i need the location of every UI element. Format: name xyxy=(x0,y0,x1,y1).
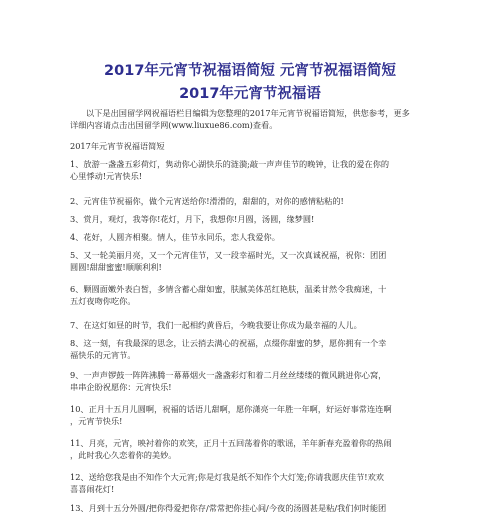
intro-line: 以下是出国留学网祝福语栏目编辑为您整理的2017年元宵节祝福语简短，供您参考，更多 xyxy=(86,108,410,118)
list-item-line: 串串企盼祝愿你：元宵快乐! xyxy=(70,382,172,392)
list-item-line: 4、花好，人圆齐相聚。情人，佳节永同乐，恋人我爱你。 xyxy=(70,232,280,242)
list-item xyxy=(70,437,440,461)
list-item-line: 10、正月十五月儿圆啊，祝福的话语儿甜啊，愿你潇亮一年胜一年啊，好运好事常连连啊 xyxy=(70,404,392,414)
page-title: 2017年元宵节祝福语简短 元宵节祝福语简短 xyxy=(104,63,396,79)
list-item-line: 喜喜闹花灯! xyxy=(70,484,115,494)
list-item xyxy=(70,319,440,331)
list-item-line: 福快乐的元宵节。 xyxy=(70,350,136,360)
list-item-line: 1、放游一盏盏五彩荷灯，隽动你心湖快乐的涟漪;敲一声声佳节的晚钟，让我的爱在你的 xyxy=(70,159,390,169)
list-item-line: 11、月亮，元宵，映衬着你的欢笑，正月十五回荡着你的歌谣，羊年新春充盈着你的热闹 xyxy=(70,438,392,448)
list-item-line: 9、一声声锣鼓一阵阵沸腾一幕幕烟火一盏盏彩灯和着二月丝丝缕缕的微风跳进你心窝， xyxy=(70,370,387,380)
list-item-line: 五灯夜吻你吃你。 xyxy=(70,296,136,306)
intro-paragraph xyxy=(70,107,440,131)
list-item-line: 5、又一轮美丽月亮，又一个元宵佳节，又一段幸福时光，又一次真诚祝福，祝你：团团 xyxy=(70,250,387,260)
list-item-line: 心里悸动!元宵快乐! xyxy=(70,171,143,181)
list-item-line: 圆圆!甜甜蜜蜜!顺顺利利! xyxy=(70,262,162,272)
list-item xyxy=(70,502,440,514)
list-item-line: 3、赏月，观灯，我等你!花灯，月下，我想你!月圆，汤圆，缘梦圆! xyxy=(70,214,315,224)
list-item-line: 8、这一刻，有我最深的思念，让云捎去满心的祝福，点缀你甜蜜的梦，愿你拥有一个幸 xyxy=(70,338,387,348)
list-item xyxy=(70,471,440,495)
list-item-line: 6、颗圆面嫩外表白皙，多情含蓄心甜如蜜，肤腻美体茁红艳肤，温柔甘然令我痴迷，十 xyxy=(70,284,387,294)
section-subheading: 2017年元宵节祝福语简短 xyxy=(70,141,165,151)
list-item-line: 12、送给您我是由不知作个大元宵;你是灯我是纸不知作个大灯笼;你请我愿庆佳节!欢欢 xyxy=(70,472,384,482)
list-item xyxy=(70,195,440,207)
list-item xyxy=(70,369,440,393)
list-item xyxy=(70,213,440,225)
list-item-line: ，元宵节快乐! xyxy=(70,416,123,426)
list-item-line: 2、元宵佳节祝福你，做个元宵送给你!滑滑的，甜甜的，对你的感情粘粘的! xyxy=(70,196,344,206)
intro-line: 详细内容请点击出国留学网(www.liuxue86.com)查看。 xyxy=(70,120,278,130)
list-item xyxy=(70,283,440,307)
list-item xyxy=(70,337,440,361)
list-item xyxy=(70,158,440,182)
page-title-line2: 2017年元宵节祝福语 xyxy=(179,86,321,102)
list-item xyxy=(70,231,440,243)
list-item-line: 13、月到十五分外圆/把你得爱把你存/常常把你挂心间/今夜的汤圆甚是粘/我们何时能团 xyxy=(70,503,387,513)
list-item-line: 7、在这灯如昼的时节，我们一起相约黄昏后，今晚我要让你成为最幸福的人儿。 xyxy=(70,320,362,330)
list-item xyxy=(70,249,440,273)
list-item-line: ，此时我心久恋着你的美妙。 xyxy=(70,450,177,460)
list-item xyxy=(70,403,440,427)
